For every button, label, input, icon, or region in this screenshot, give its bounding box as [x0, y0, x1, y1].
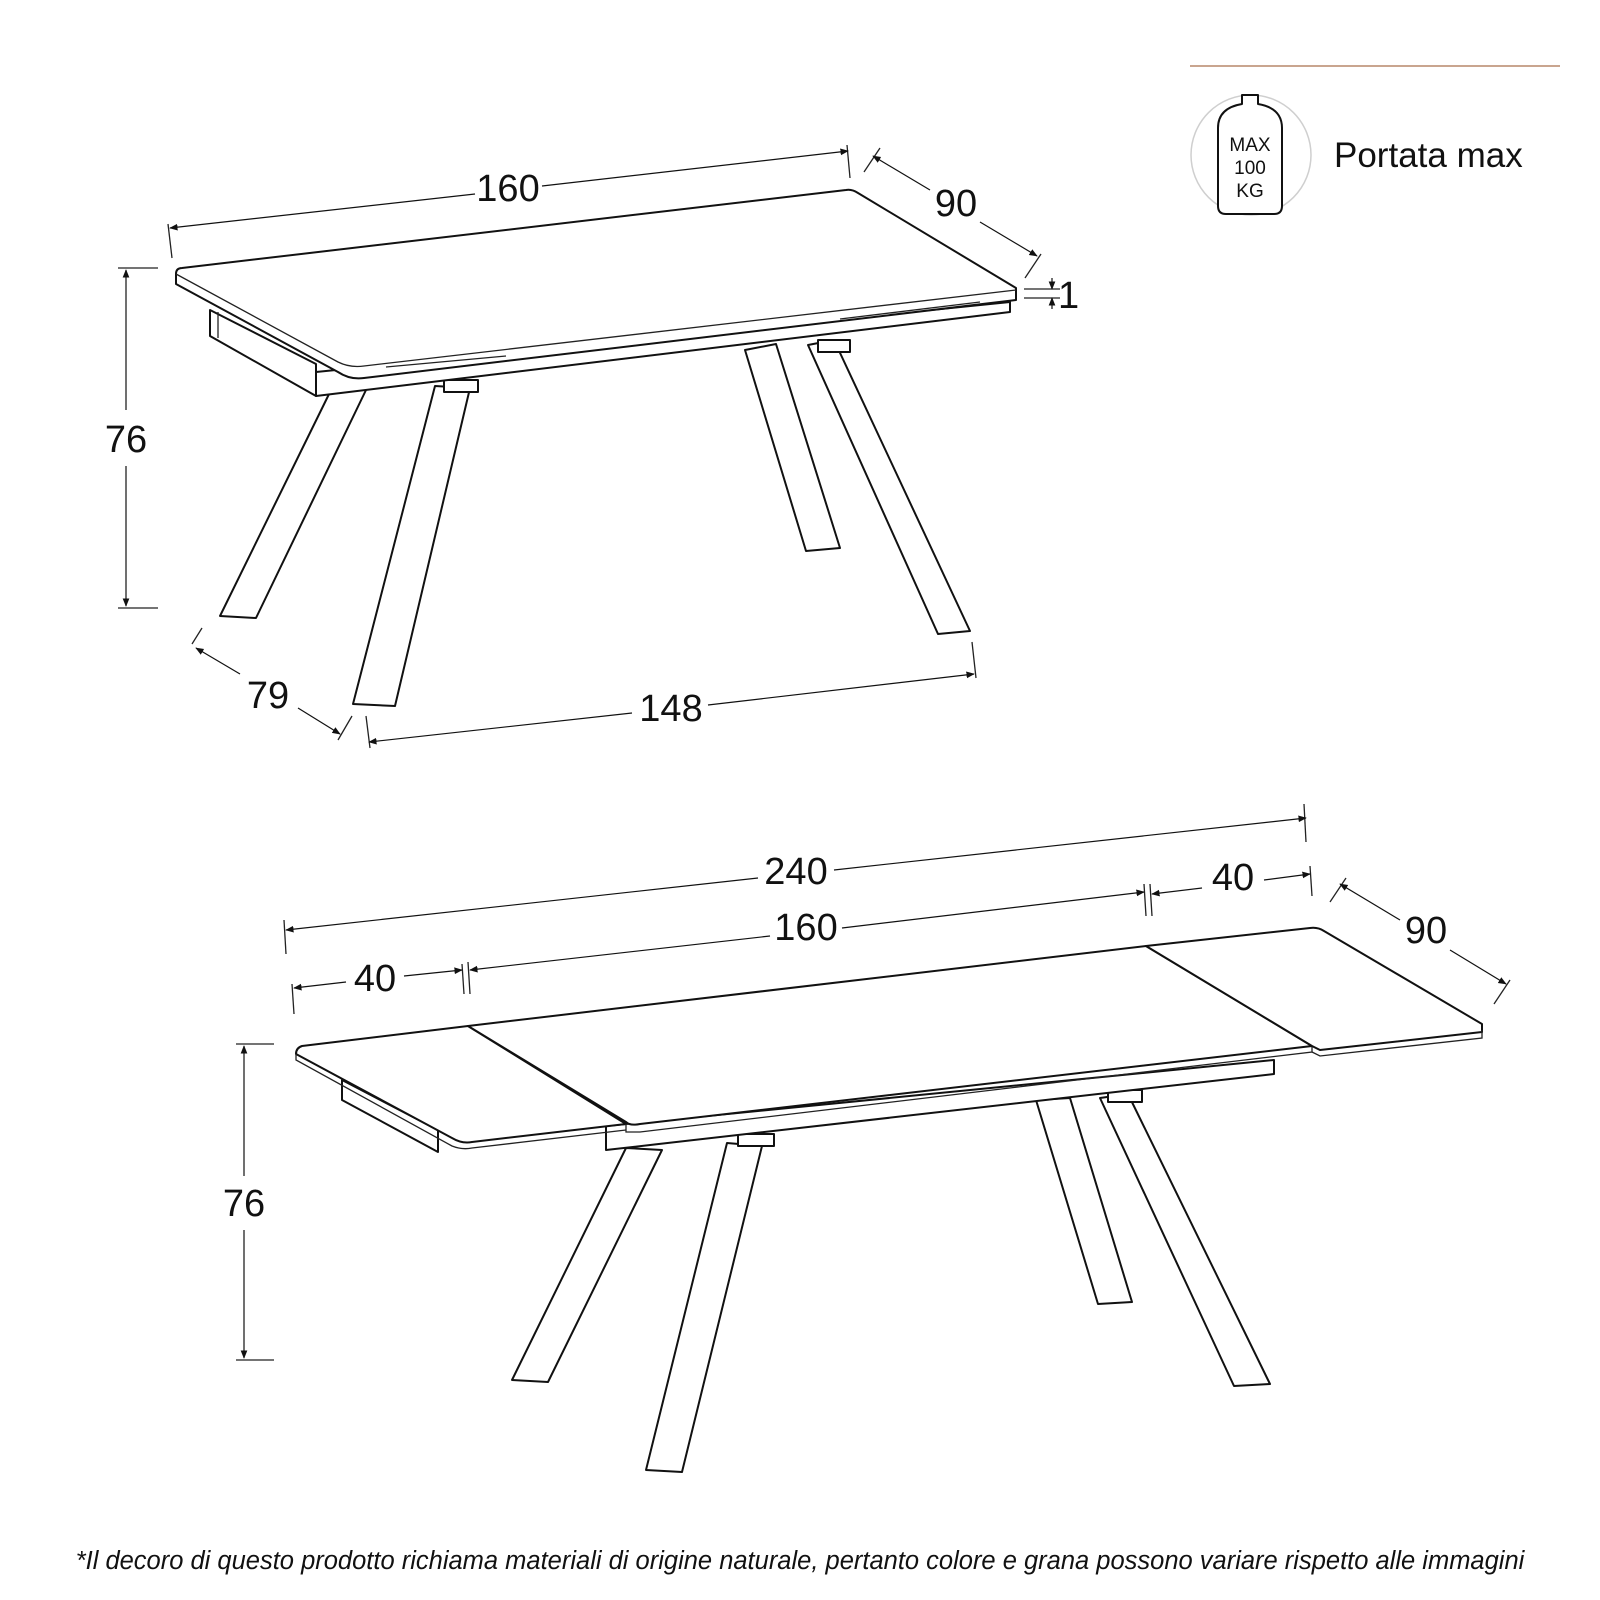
- dim-height: 76: [222, 1183, 266, 1225]
- dim-depth: 90: [934, 183, 978, 225]
- leg-back-left: [646, 1143, 762, 1472]
- dim-extension-left: 40: [353, 958, 397, 1000]
- leg-bracket: [818, 340, 850, 352]
- table-extended-drawing: [296, 928, 1482, 1472]
- table-closed-drawing: [176, 190, 1016, 706]
- leg-bracket: [738, 1134, 774, 1146]
- footnote: *Il decoro di questo prodotto richiama materiali di origine naturale, pertanto colore e grana possono variare rispetto alle immagini: [75, 1547, 1525, 1575]
- dim-leg-span: 148: [639, 688, 703, 730]
- dim-height: 76: [104, 419, 148, 461]
- table-top: [176, 190, 1016, 379]
- badge-line-max: MAX: [1229, 135, 1271, 156]
- leg-bracket: [444, 380, 478, 392]
- dim-center-length: 160: [774, 907, 838, 949]
- load-capacity-badge: [1190, 66, 1560, 215]
- badge-line-100: 100: [1234, 158, 1266, 179]
- dim-extension-right: 40: [1211, 857, 1255, 899]
- badge-line-kg: KG: [1236, 181, 1264, 202]
- leg-front-left: [512, 1148, 662, 1382]
- leg-front-left: [220, 388, 366, 618]
- dim-total-length: 240: [764, 851, 828, 893]
- leg-back-left: [353, 386, 470, 706]
- badge-label: Portata max: [1334, 136, 1523, 175]
- dim-thickness: 1: [1058, 275, 1080, 317]
- dim-depth: 90: [1404, 910, 1448, 952]
- dim-leg-depth: 79: [246, 675, 290, 717]
- leg-front-right: [1100, 1094, 1270, 1386]
- dim-length: 160: [476, 168, 540, 210]
- leg-front-right: [808, 340, 970, 634]
